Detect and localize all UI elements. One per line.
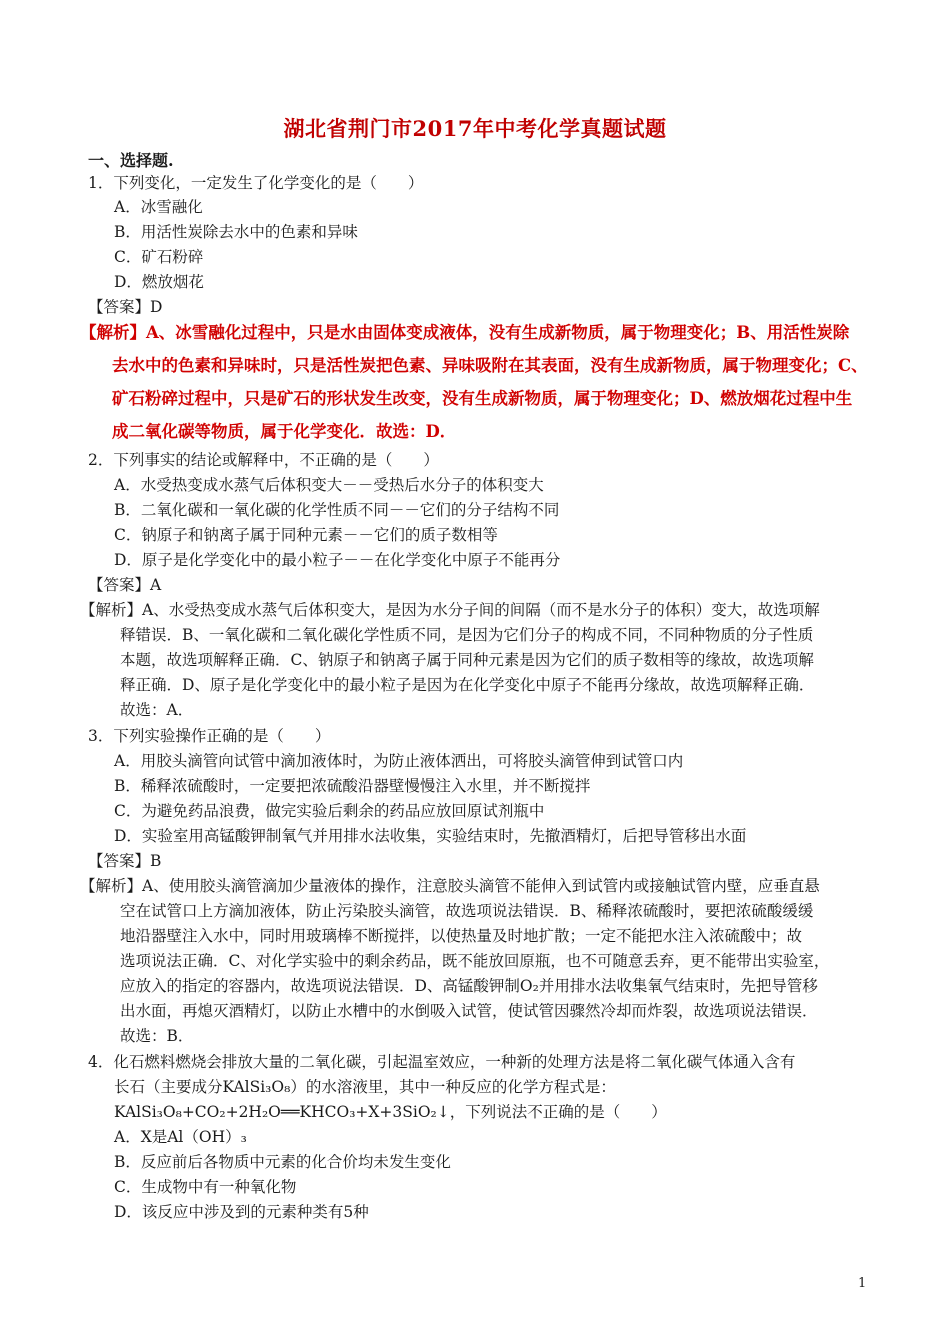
q2-stem: 2．下列事实的结论或解释中，不正确的是（ ）	[88, 451, 439, 469]
q2-option-b: B．二氧化碳和一氧化碳的化学性质不同－－它们的分子结构不同	[114, 501, 560, 519]
q1-option-b: B．用活性炭除去水中的色素和异味	[114, 223, 358, 241]
q2-analysis-line: 故选：A．	[120, 701, 194, 719]
q4-equation: KAlSi₃O₈+CO₂+2H₂O══KHCO₃+X+3SiO₂↓，下列说法不正确的是（ ）	[114, 1103, 667, 1121]
q1-option-a: A．冰雪融化	[114, 198, 203, 216]
q3-analysis-line: 应放入的指定的容器内，故选项说法错误．D、高锰酸钾制O₂并用排水法收集氧气结束时，先把导管移	[120, 977, 818, 995]
q3-analysis-line: 选项说法正确．C、对化学实验中的剩余药品，既不能放回原瓶，也不可随意丢弃，更不能带出实验室，	[120, 952, 830, 970]
q1-stem: 1．下列变化，一定发生了化学变化的是（ ）	[88, 174, 424, 192]
q4-stem: 4．化石燃料燃烧会排放大量的二氧化碳，引起温室效应，一种新的处理方法是将二氧化碳气体通入含有	[88, 1053, 796, 1071]
q1-analysis-line: 矿石粉碎过程中，只是矿石的形状发生改变，没有生成新物质，属于物理变化；D、燃放烟花过程中生	[112, 389, 853, 408]
q1-analysis-line: 去水中的色素和异味时，只是活性炭把色素、异味吸附在其表面，没有生成新物质，属于物理变化；C、	[112, 356, 868, 375]
q1-analysis-line: 【解析】A、冰雪融化过程中，只是水由固体变成液体，没有生成新物质，属于物理变化；B、用活性炭除	[80, 323, 850, 342]
q3-analysis-line: 【解析】A、使用胶头滴管滴加少量液体的操作，注意胶头滴管不能伸入到试管内或接触试管内壁，应垂直悬	[80, 877, 820, 895]
q3-stem: 3．下列实验操作正确的是（ ）	[88, 727, 331, 745]
q1-option-c: C．矿石粉碎	[114, 248, 204, 266]
q3-option-d: D．实验室用高锰酸钾制氧气并用排水法收集，实验结束时，先撤酒精灯，后把导管移出水面	[114, 827, 747, 845]
q2-option-c: C．钠原子和钠离子属于同种元素－－它们的质子数相等	[114, 526, 498, 544]
q3-analysis-line: 地沿器壁注入水中，同时用玻璃棒不断搅拌，以使热量及时地扩散；一定不能把水注入浓硫酸中；故	[120, 927, 803, 945]
q3-option-c: C．为避免药品浪费，做完实验后剩余的药品应放回原试剂瓶中	[114, 802, 545, 820]
q4-option-b: B．反应前后各物质中元素的化合价均未发生变化	[114, 1153, 451, 1171]
section-heading: 一、选择题.	[88, 151, 174, 170]
q1-option-d: D．燃放烟花	[114, 273, 204, 291]
q3-analysis-line: 空在试管口上方滴加液体，防止污染胶头滴管，故选项说法错误．B、稀释浓硫酸时，要把浓硫酸缓缓	[120, 902, 814, 920]
q2-analysis-line: 释正确．D、原子是化学变化中的最小粒子是因为在化学变化中原子不能再分缘故，故选项解释正确．	[120, 676, 815, 694]
q1-answer: 【答案】D	[88, 298, 163, 316]
q4-option-c: C．生成物中有一种氧化物	[114, 1178, 297, 1196]
q2-option-d: D．原子是化学变化中的最小粒子－－在化学变化中原子不能再分	[114, 551, 561, 569]
q3-option-a: A．用胶头滴管向试管中滴加液体时，为防止液体洒出，可将胶头滴管伸到试管口内	[114, 752, 684, 770]
page-number: 1	[858, 1276, 867, 1291]
q3-option-b: B．稀释浓硫酸时，一定要把浓硫酸沿器壁慢慢注入水里，并不断搅拌	[114, 777, 591, 795]
q4-stem-continued: 长石（主要成分KAlSi₃O₈）的水溶液里，其中一种反应的化学方程式是：	[114, 1078, 616, 1096]
q4-option-d: D．该反应中涉及到的元素种类有5种	[114, 1203, 369, 1221]
page-title: 湖北省荆门市2017年中考化学真题试题	[283, 116, 667, 141]
q2-analysis-line: 【解析】A、水受热变成水蒸气后体积变大，是因为水分子间的间隔（而不是水分子的体积）变大，故选项解	[80, 601, 820, 619]
q2-analysis-line: 本题，故选项解释正确．C、钠原子和钠离子属于同种元素是因为它们的质子数相等的缘故，故选项解	[120, 651, 814, 669]
q2-answer: 【答案】A	[88, 576, 162, 594]
q4-option-a: A．X是Al（OH）₃	[114, 1128, 247, 1146]
q2-option-a: A．水受热变成水蒸气后体积变大－－受热后水分子的体积变大	[114, 476, 544, 494]
q3-analysis-line: 故选：B．	[120, 1027, 194, 1045]
q2-analysis-line: 释错误．B、一氧化碳和二氧化碳化学性质不同，是因为它们分子的构成不同，不同种物质的分子性质	[120, 626, 814, 644]
q3-analysis-line: 出水面，再熄灭酒精灯，以防止水槽中的水倒吸入试管，使试管因骤然冷却而炸裂，故选项说法错误．	[120, 1002, 818, 1020]
q1-analysis-line: 成二氧化碳等物质，属于化学变化．故选：D．	[112, 422, 457, 441]
q3-answer: 【答案】B	[88, 852, 162, 870]
